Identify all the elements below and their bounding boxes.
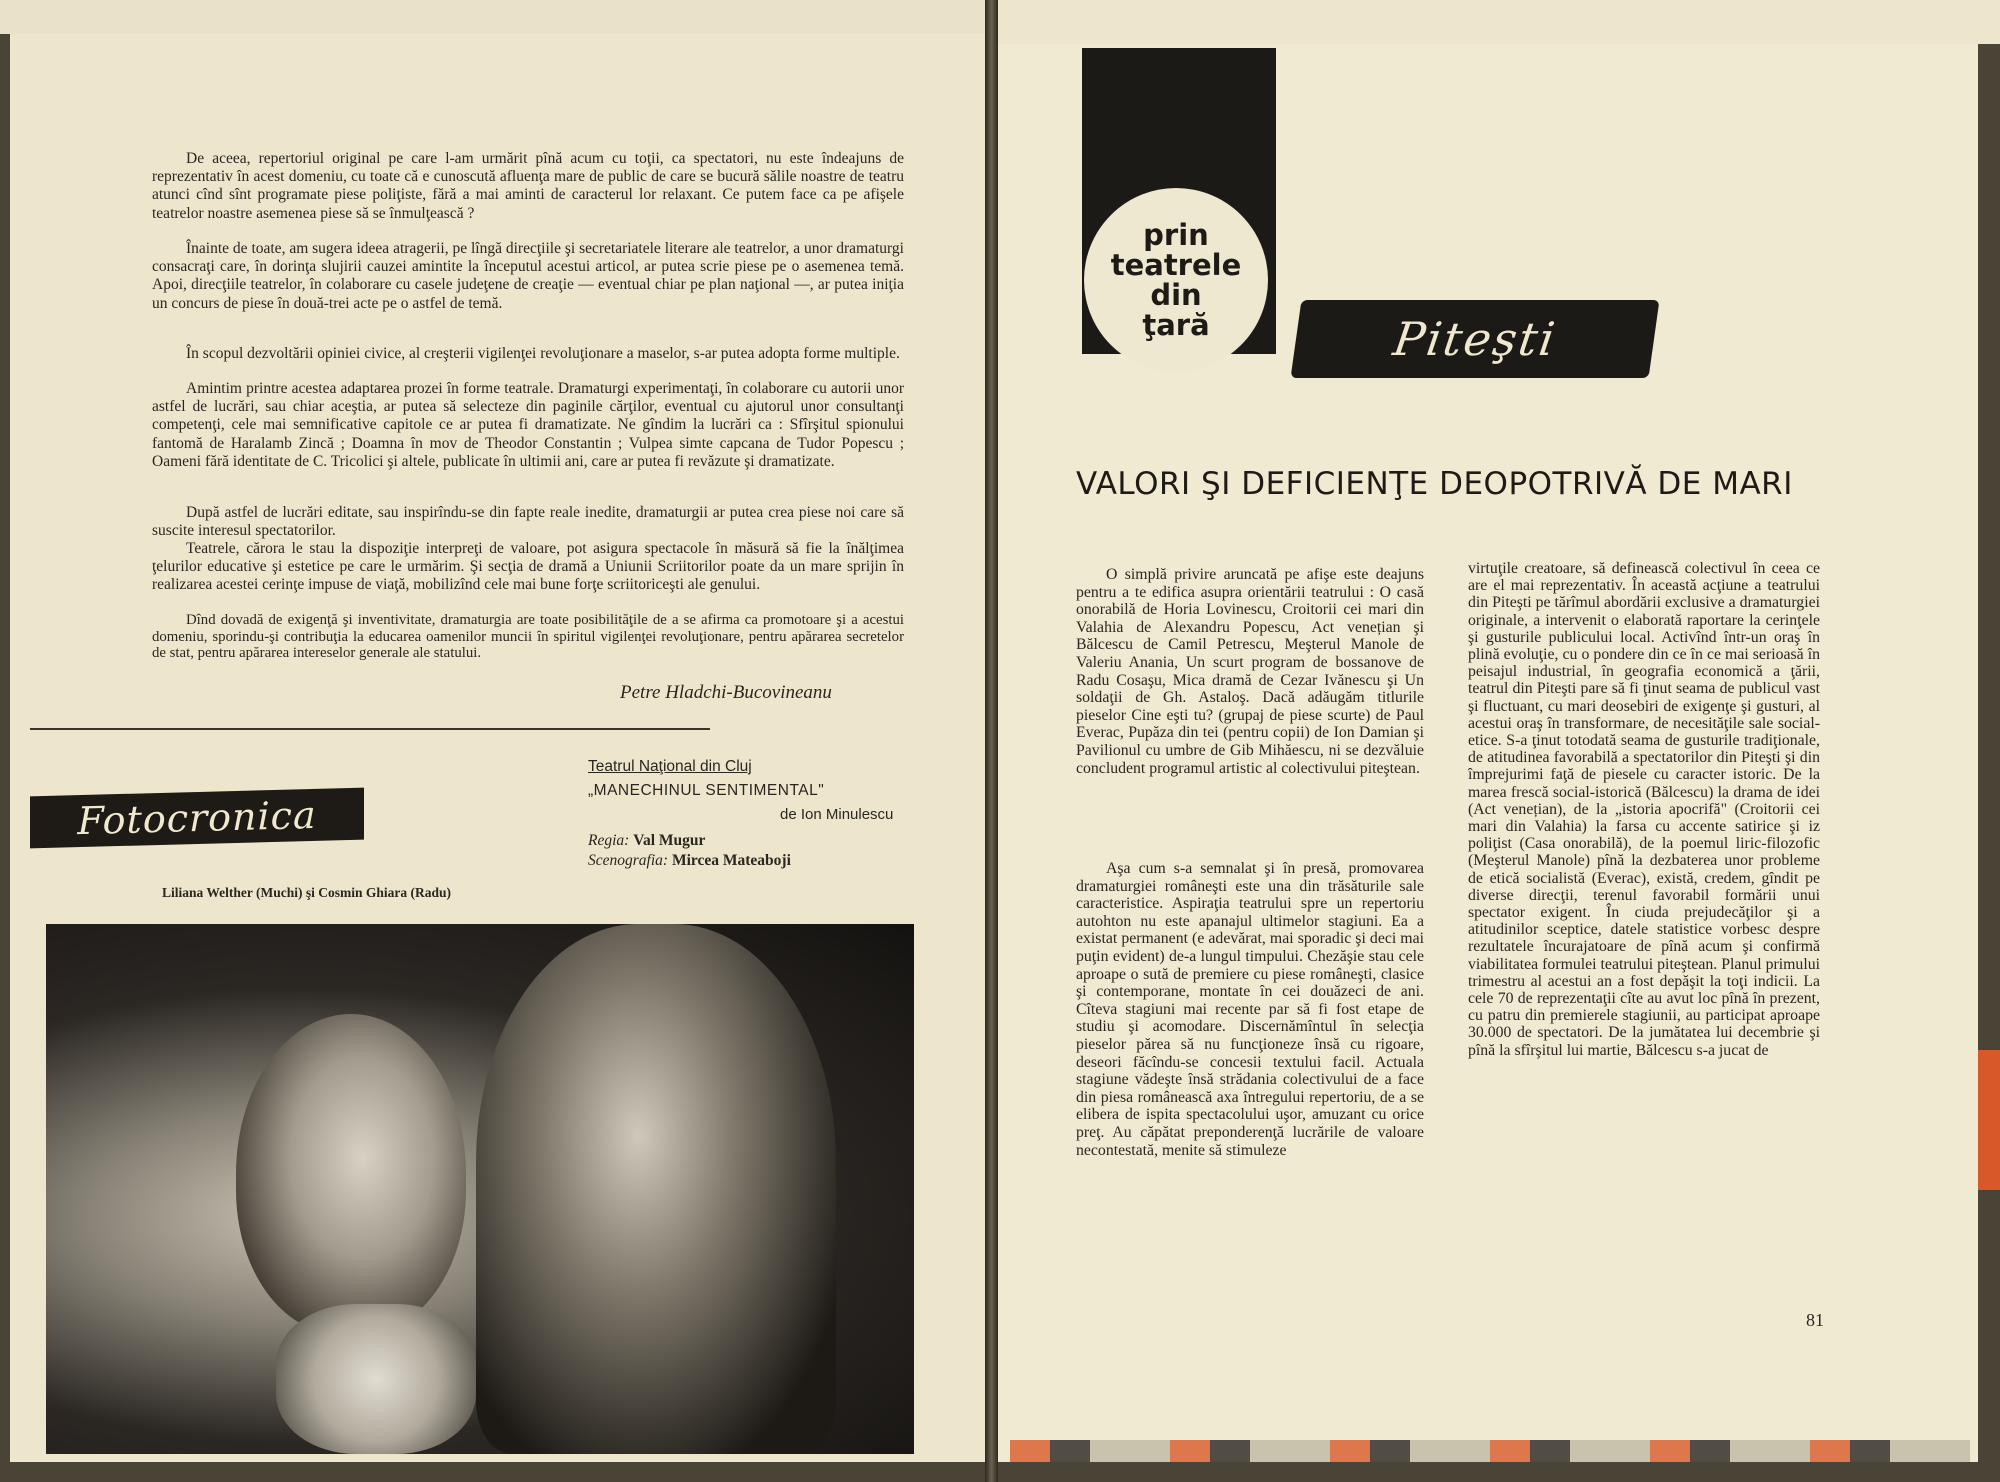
costume-ruff <box>276 1304 476 1454</box>
article-paragraph-6: Teatrele, cărora le stau la dispoziţie interpreţi de valoare, pot asigura spectacole în măsură să fie la înălţimea ţelurilor educative şi estetice pe care le urmărim. Şi secţia de dramă a Uniunii Scriitorilor poate da un mare sprijin în realizarea acestei cerinţe impuse de viaţă, mobilizînd cele mai bune forţe scriitoriceşti ale genului. <box>152 540 904 594</box>
city-logo-text: Piteşti <box>1390 312 1560 366</box>
director-credit <box>588 832 705 850</box>
rubric-line-2: teatrele <box>1110 248 1242 282</box>
book-spine <box>985 0 998 1482</box>
rubric-line-1: prin <box>1143 218 1209 252</box>
city-logo <box>1291 300 1660 378</box>
stage-photo <box>46 924 914 1454</box>
play-title: „MANECHINUL SENTIMENTAL" <box>588 782 825 799</box>
director-name: Val Mugur <box>633 832 706 849</box>
article-paragraph-4: Amintim printre acestea adaptarea prozei în forme teatrale. Dramaturgi experimentaţi, în colaborare cu autorii unor astfel de lucrări, sau chiar aceştia, ar putea să selecteze din paginile cărţilor, eventual cu ajutorul unor consultanţi competenţi, cele mai semnificative capitole ce ar putea fi dramatizate. Ne gîndim la lucrări ca : Sfîrşitul spionului fantomă de Haralamb Zincă ; Doamna în mov de Theodor Constantin ; Vulpea simte capcana de Tudor Popescu ; Oameni fără identitate de C. Tricolici şi altele, publicate în ultimii ani, care ar putea fi revăzute şi dramatizate. <box>152 380 904 470</box>
scenography-credit <box>588 852 791 870</box>
article-paragraph-7: Dînd dovadă de exigenţă şi inventivitate, dramaturgia are toate posibilităţile de a se afirma ca promotoare şi a acestui domeniu, sporindu-şi contribuţia la educarea oamenilor muncii în spiritul vigilenţei revoluţionare, pentru apărarea secretelor de stat, pentru apărarea intereselor generale ale statului. <box>152 612 904 661</box>
director-label: Regia: <box>588 832 630 849</box>
scenographer-name: Mircea Mateaboji <box>671 852 791 869</box>
actor-figure <box>476 924 836 1454</box>
column-1-paragraph-2: Aşa cum s-a semnalat şi în presă, promovarea dramaturgiei româneşti este una din trăsăturile sale caracteristice. Aspiraţia teatrului spre un repertoriu autohton nu este apanajul ultimelor stagiuni. Ea a existat permanent (e adevărat, mai sporadic şi deci mai puţin evident) de-a lungul timpului. Chezăşie stau cele aproape o sută de premiere cu piese româneşti, clasice şi contemporane, montate în cei douăzeci de ani. Cîteva stagiuni mai recente par să fi fost etape de studiu şi acomodare. Discernămîntul în selecţia pieselor părea să nu funcţioneze însă cu rigoare, deseori făcîndu-se concesii textului facil. Actuala stagiune vădeşte însă strădania colectivului de a face din piesa românească axa întregului repertoriu, de a se elibera de ispita spectacolului uşor, amuzant cu orice preţ. Au căpătat preponderenţă lucrările de valoare necontestată, menite să stimuleze <box>1076 860 1424 1159</box>
article-headline: VALORI ŞI DEFICIENŢE DEOPOTRIVĂ DE MARI <box>1076 466 1793 502</box>
play-author: de Ion Minulescu <box>780 806 894 823</box>
scenography-label: Scenografia: <box>588 852 669 869</box>
page-number: 81 <box>1806 1310 1824 1330</box>
page-edge-marker <box>1978 1050 2000 1190</box>
section-divider <box>30 728 710 730</box>
rubric-circle <box>1084 188 1268 372</box>
article-paragraph-2: Înainte de toate, am sugera ideea atragerii, pe lîngă direcţiile şi secretariatele literare ale teatrelor, a unor dramaturgi consacraţi care, în dorinţa slujirii cauzei amintite la începutul acestui articol, ar putea scrie piese pe o asemenea temă. Apoi, direcţiile teatrelor, în colaborare cu casele judeţene de creaţie — eventual chiar pe plan naţional —, ar putea iniţia un concurs de piese în două-trei acte pe o astfel de temă. <box>152 240 904 312</box>
rubric-line-4: ţară <box>1142 308 1210 342</box>
photo-caption: Liliana Welther (Muchi) şi Cosmin Ghiara (Radu) <box>162 885 452 900</box>
actress-figure <box>236 1014 466 1334</box>
article-paragraph-5: După astfel de lucrări editate, sau inspirîndu-se din fapte reale inedite, dramaturgii ar putea crea piese noi care să suscite interesul spectatorilor. <box>152 504 904 540</box>
column-2-text: virtuţile creatoare, să definească colectivul în ceea ce are el mai reprezentativ. În această acţiune a teatrului din Piteşti pe tărîmul abordării exclusive a dramaturgiei originale, a intervenit o elaborată raportare la cerinţele şi gusturile publicului local. Activînd într-un oraş în plină evoluţie, cu o pondere din ce în ce mai serioasă în peisajul industrial, în geografia economică a ţării, teatrul din Piteşti pare să fi ţinut seama de publicul vast şi fluctuant, cu mari deosebiri de exigenţe şi gusturi, al acestui oraş în transformare, de necesităţile sale social-etice. S-a ţinut totodată seama de gusturile tradiţionale, de atitudinea favorabilă a spectatorilor din Piteşti şi din împrejurimi faţă de piesele cu caracter istoric. De la marea frescă social-istorică (Bălcescu) la drama de idei (Act venețian), de la „istoria apocrifă" (Croitorii cei mari din Valahia) la farsa cu accente satirice şi iz poliţist (Casa onorabilă), de la poemul liric-filozofic (Meşterul Manole) pînă la dezbaterea unor probleme de etică socialistă (Everac), există, credem, gîndit pe diverse direcţii, terenul favorabil formării unui spectator exigent. În ciuda prejudecăţilor şi a atitudinilor sceptice, datele statistice vorbesc despre rezultatele încurajatoare de pînă acum şi confirmă viabilitatea formulei teatrului piteştean. Planul primului trimestru al acestui an a fost depăşit la toţi indicii. La cele 70 de reprezentaţii cîte au avut loc pînă în prezent, cu patru din premierele stagiunii, au participat aproape 30.000 de spectatori. De la jumătatea lui decembrie şi pînă la sfîrşitul lui martie, Bălcescu s-a jucat de <box>1468 560 1820 1059</box>
cover-edge <box>1010 1440 1970 1462</box>
fotocronica-logo <box>30 788 364 849</box>
fotocronica-logo-text: Fotocronica <box>77 792 317 844</box>
article-paragraph-1: De aceea, repertoriul original pe care l-am urmărit pînă acum cu toţii, ca spectatori, nu este îndeajuns de reprezentativ în acest domeniu, cu toate că e cunoscută afluenţa mare de public de care se bucură sălile noastre de teatru atunci cînd sînt programate piese poliţiste, fără a mai aminti de caracterul lor relaxant. Ce putem face ca pe afişele teatrelor noastre asemenea piese să se înmulţească ? <box>152 150 904 222</box>
article-paragraph-3: În scopul dezvoltării opiniei civice, al creşterii vigilenţei revoluţionare a maselor, s-ar putea adopta forme multiple. <box>186 345 900 362</box>
theatre-name: Teatrul Naţional din Cluj <box>588 758 752 775</box>
rubric-line-3: din <box>1150 278 1202 312</box>
top-edge-right <box>998 0 2000 44</box>
author-signature: Petre Hladchi-Bucovineanu <box>620 682 832 703</box>
column-1-paragraph-1: O simplă privire aruncată pe afişe este deajuns pentru a te edifica asupra orientării teatrului : O casă onorabilă de Horia Lovinescu, Croitorii cei mari din Valahia de Alexandru Popescu, Act venețian şi Bălcescu de Camil Petrescu, Meşterul Manole de Valeriu Anania, Un scurt program de bossanove de Radu Cosaşu, Mica dramă de Cezar Ivănescu şi Un soldaţii de Gh. Astaloş. Dacă adăugăm titlurile pieselor Cine eşti tu? (grupaj de piese scurte) de Paul Everac, Pupăza din tei (pentru copii) de Ion Damian şi Pavilionul cu umbre de Gib Mihăescu, ni se dezvăluie concludent programul artistic al colectivului piteştean. <box>1076 566 1424 777</box>
